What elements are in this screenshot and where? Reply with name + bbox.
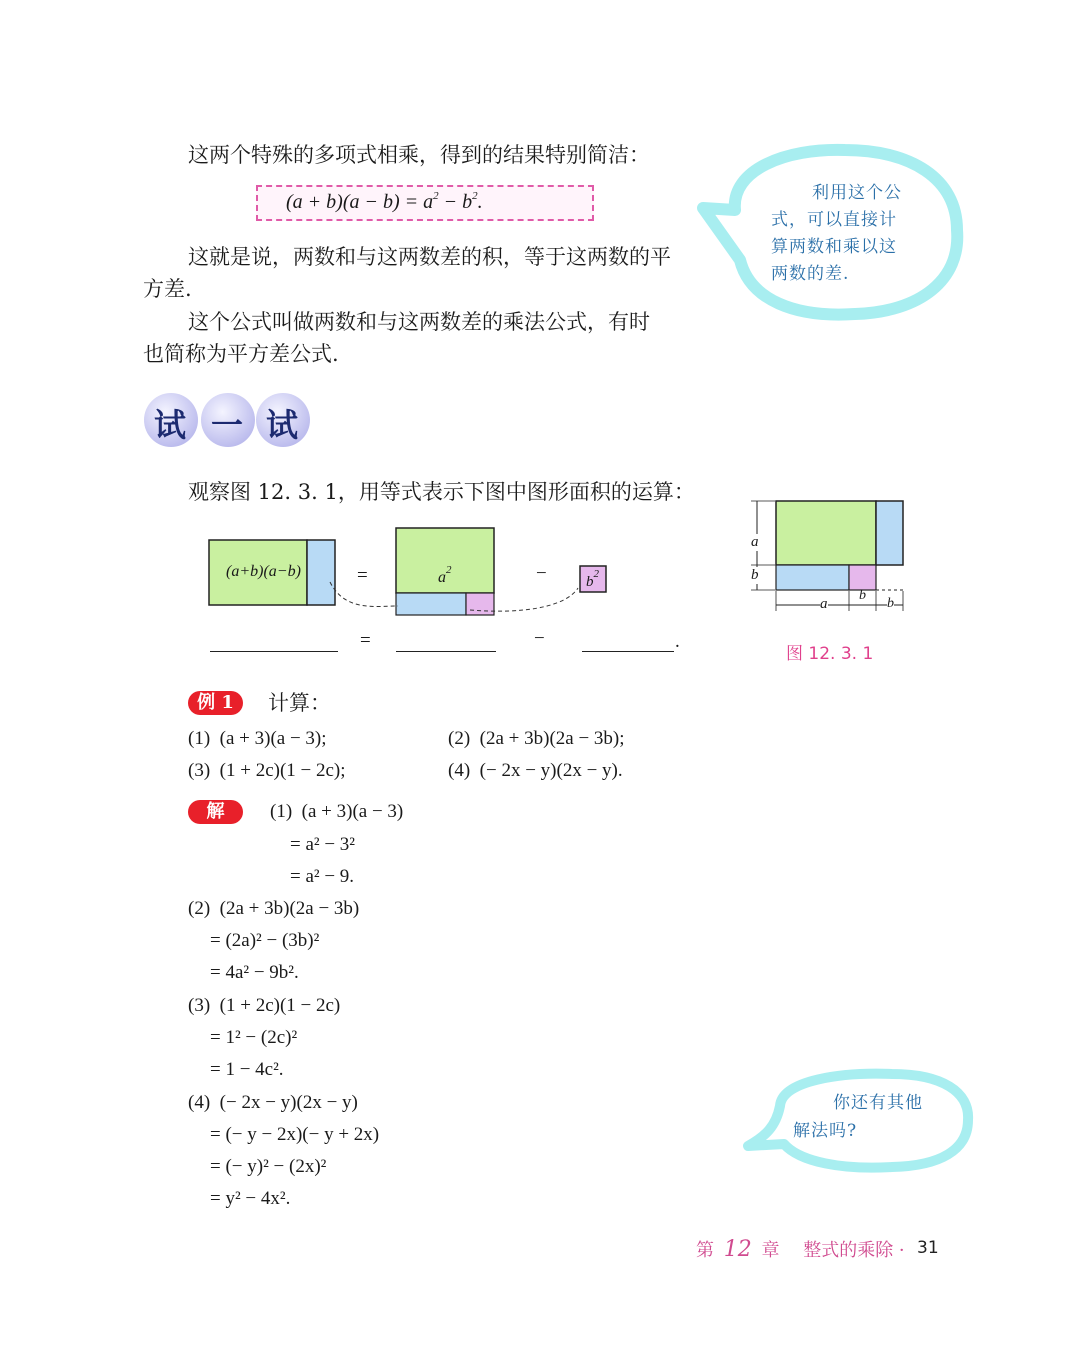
fig-label-b2: b <box>887 596 894 611</box>
bubble1-line1: 利用这个公 <box>812 183 902 203</box>
para1-line1: 这就是说，两数和与这两数差的积，等于这两数的平 <box>188 245 671 269</box>
footer-chapter <box>696 1236 905 1262</box>
blank-equals: = <box>360 630 371 651</box>
blank-3[interactable] <box>582 651 674 652</box>
sol4-line3: = (− y)² − (2x)² <box>210 1156 327 1177</box>
try-char-3: 试 <box>266 406 299 444</box>
fig-pink <box>849 565 876 590</box>
bottom-strip-blue <box>396 593 466 615</box>
sol1-line3: = a² − 9. <box>290 866 355 887</box>
blank-1[interactable] <box>210 651 338 652</box>
fig-label-a-side: a <box>751 534 759 550</box>
sol1-line1: (1) (a + 3)(a − 3) <box>270 801 404 822</box>
example-q3: (3) (1 + 2c)(1 − 2c); <box>188 760 346 781</box>
sol4-line4: = y² − 4x². <box>210 1188 291 1209</box>
bottom-strip-pink <box>466 593 494 615</box>
fig-green <box>776 501 876 565</box>
example-q1: (1) (a + 3)(a − 3); <box>188 728 327 749</box>
try-heading <box>143 392 313 448</box>
bubble1-line3: 算两数和乘以这 <box>771 237 897 257</box>
small-square-label: $b^2$ <box>586 568 599 590</box>
sol4-line1: (4) (− 2x − y)(2x − y) <box>188 1092 358 1113</box>
intro-text: 这两个特殊的多项式相乘，得到的结果特别简洁： <box>188 143 650 167</box>
blank-2[interactable] <box>396 651 496 652</box>
footer-chapter-suffix: 章 <box>761 1240 780 1261</box>
bubble2-line2: 解法吗? <box>793 1121 858 1141</box>
bubble2-line1: 你还有其他 <box>833 1093 923 1113</box>
example-q2: (2) (2a + 3b)(2a − 3b); <box>448 728 625 749</box>
diagram-minus: − <box>536 563 547 584</box>
sol3-line3: = 1 − 4c². <box>210 1059 284 1080</box>
sol1-line2: = a² − 3² <box>290 834 356 855</box>
footer-chapter-number: 12 <box>723 1237 752 1262</box>
sol2-line3: = 4a² − 9b². <box>210 962 299 983</box>
sol2-line2: = (2a)² − (3b)² <box>210 930 320 951</box>
blank-minus: − <box>534 628 545 649</box>
footer-chapter-prefix: 第 <box>696 1240 714 1261</box>
try-char-2: 一 <box>211 406 244 444</box>
square-label: $a^2$ <box>438 564 452 586</box>
sol2-line1: (2) (2a + 3b)(2a − 3b) <box>188 898 360 919</box>
diagram-equals: = <box>357 565 368 586</box>
example-badge: 例 1 <box>188 691 243 715</box>
sol4-line2: = (− y − 2x)(− y + 2x) <box>210 1124 380 1145</box>
try-instruction: 观察图 12. 3. 1，用等式表示下图中图形面积的运算： <box>188 480 695 504</box>
left-rect-label: (a+b)(a−b) <box>226 563 301 580</box>
example-q4: (4) (− 2x − y)(2x − y). <box>448 760 623 781</box>
blank-period: . <box>675 631 680 652</box>
bubble1-line2: 式，可以直接计 <box>771 210 897 230</box>
fig-label-a-bottom: a <box>820 596 828 612</box>
para1-line2: 方差. <box>143 277 192 301</box>
para2-line1: 这个公式叫做两数和与这两数差的乘法公式，有时 <box>188 310 650 334</box>
try-char-1: 试 <box>154 406 187 444</box>
sol3-line1: (3) (1 + 2c)(1 − 2c) <box>188 995 341 1016</box>
figure-caption: 图 12. 3. 1 <box>786 644 874 664</box>
fig-label-b1: b <box>859 588 866 603</box>
thought-bubble-2 <box>742 1066 977 1176</box>
formula: $(a + b)(a - b) = a^2 - b^2$. <box>286 190 483 213</box>
page-number: 31 <box>917 1238 939 1258</box>
fig-right-blue <box>876 501 903 565</box>
example-title: 计算： <box>268 691 331 715</box>
sol3-line2: = 1² − (2c)² <box>210 1027 298 1048</box>
solution-badge: 解 <box>188 800 243 824</box>
bubble1-line4: 两数的差. <box>771 264 850 284</box>
left-rect-blue <box>307 540 335 605</box>
fig-label-b-side: b <box>751 567 759 583</box>
fig-bottom-blue <box>776 565 849 590</box>
para2-line2: 也简称为平方差公式. <box>143 342 339 366</box>
footer-chapter-title: 整式的乘除 · <box>803 1240 905 1261</box>
